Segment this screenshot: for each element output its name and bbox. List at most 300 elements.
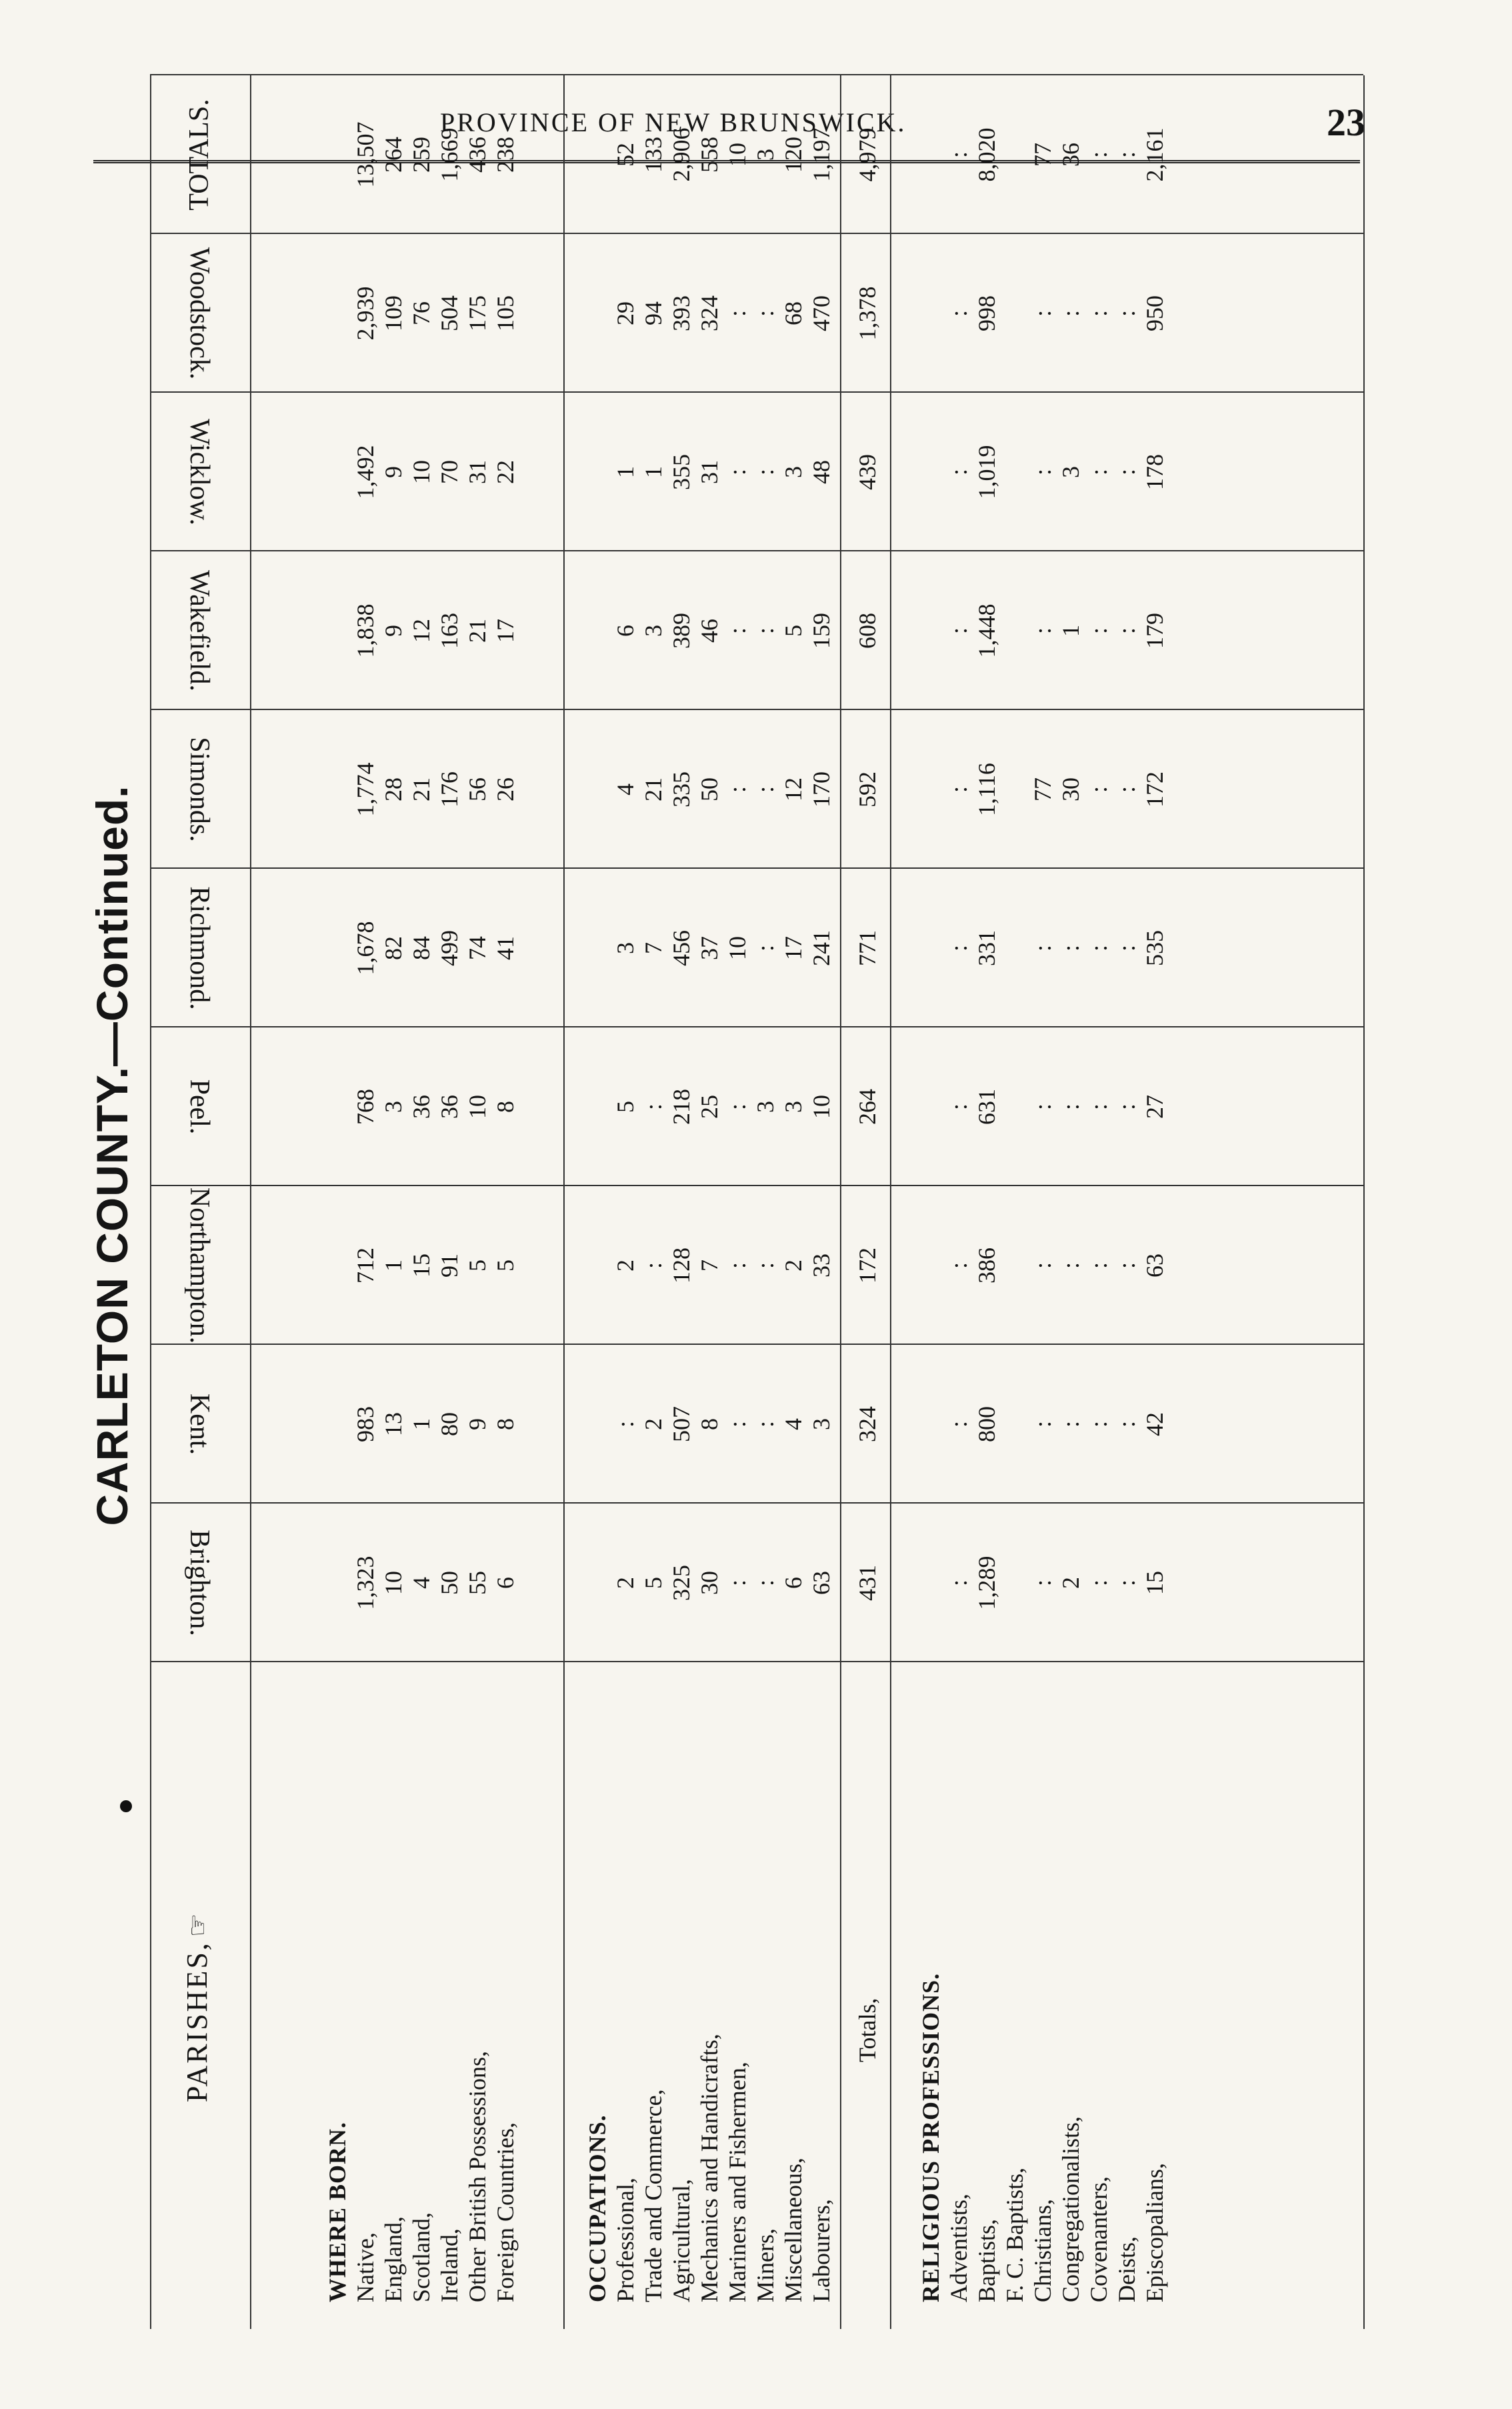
value-column (611, 551, 835, 710)
row-label: Baptists, (973, 2218, 1000, 2302)
totals-cell: 324 (854, 1406, 881, 1442)
totals-cell-wrap (853, 710, 881, 869)
table-cell: 42 (1141, 1412, 1168, 1436)
table-cell: : (1029, 469, 1056, 476)
table-cell: 324 (696, 295, 723, 331)
section-rule (563, 75, 565, 2329)
table-cell: : (724, 786, 751, 793)
table-cell: 10 (808, 1095, 835, 1119)
table-cell: : (752, 1421, 779, 1428)
table-cell: 80 (436, 1412, 463, 1436)
table-cell (1001, 234, 1029, 393)
column-header: Simonds. (184, 737, 215, 842)
table-cell: : (1085, 627, 1112, 635)
table-cell: : (1085, 1580, 1112, 1587)
table-cell: : (752, 310, 779, 317)
section-title: WHERE BORN. (324, 2121, 351, 2302)
table-cell (1001, 551, 1029, 710)
table-cell: 21 (408, 777, 435, 801)
table-cell: 31 (696, 460, 723, 484)
table-cell: 504 (436, 295, 463, 331)
section-labels-religious (917, 1973, 1169, 2302)
totals-cell-wrap (853, 869, 881, 1027)
table-cell: 9 (380, 625, 407, 637)
table-cell: 4 (408, 1577, 435, 1589)
table-cell: 1,019 (973, 445, 1000, 499)
totals-cell: 771 (854, 930, 881, 966)
table-cell: 386 (973, 1248, 1000, 1284)
table-cell: 6 (492, 1577, 519, 1589)
totals-cell-wrap (853, 75, 881, 234)
table-cell: 94 (640, 301, 667, 325)
table-cell: : (945, 945, 972, 952)
table-cell: 120 (780, 137, 807, 173)
table-cell: 241 (808, 930, 835, 966)
row-label: Other British Possessions, (464, 2050, 491, 2302)
table-cell (1001, 75, 1029, 234)
totals-cell-wrap (853, 1027, 881, 1186)
totals-cell-wrap (853, 393, 881, 551)
table-cell: 159 (808, 613, 835, 649)
value-column (351, 75, 519, 234)
table-cell: : (1029, 627, 1056, 635)
totals-cell: 439 (854, 454, 881, 490)
table-cell: 56 (464, 777, 491, 801)
table-cell: : (752, 627, 779, 635)
pointing-hand-icon: ☞ (183, 1911, 213, 1938)
table-cell: 950 (1141, 295, 1168, 331)
table-cell: 15 (1141, 1571, 1168, 1595)
value-column (351, 1504, 519, 1662)
table-cell: 1,116 (973, 763, 1000, 816)
table-cell: : (945, 786, 972, 793)
table-cell: : (724, 1103, 751, 1111)
table-cell: 21 (464, 619, 491, 643)
table-cell: 50 (696, 777, 723, 801)
stub-header: PARISHES,☞ (181, 1911, 213, 2102)
table-cell: 1,774 (352, 762, 379, 817)
table-cell: 3 (752, 149, 779, 161)
totals-label-wrap (853, 1998, 881, 2062)
table-cell: 30 (1057, 777, 1084, 801)
value-column (351, 710, 519, 869)
table-cell: : (945, 310, 972, 317)
value-column (611, 234, 835, 393)
table-cell: 389 (668, 613, 695, 649)
table-cell: 33 (808, 1254, 835, 1278)
table-cell: 77 (1029, 143, 1056, 167)
table-cell: 1,492 (352, 445, 379, 499)
table-cell: 335 (668, 771, 695, 807)
table-cell: 30 (696, 1571, 723, 1595)
section-labels-occupations (583, 2034, 835, 2302)
table-cell: 26 (492, 777, 519, 801)
table-cell: 3 (640, 625, 667, 637)
table-title: CARLETON COUNTY.—Continued. (87, 785, 137, 1526)
section-rule (840, 75, 841, 2329)
value-column (945, 234, 1169, 393)
table-cell: 12 (780, 777, 807, 801)
row-label: Native, (352, 2232, 379, 2302)
table-cell: 29 (612, 301, 639, 325)
table-cell: 983 (352, 1406, 379, 1442)
table-cell: 2 (780, 1260, 807, 1272)
value-column (351, 1027, 519, 1186)
table-cell: 84 (408, 936, 435, 960)
totals-cell-wrap (853, 234, 881, 393)
page-number: 23 (1327, 101, 1365, 144)
table-cell: : (945, 151, 972, 159)
value-column (351, 393, 519, 551)
table-cell: 2,906 (668, 127, 695, 182)
table-cell: : (1057, 945, 1084, 952)
table-cell (1001, 393, 1029, 551)
table-cell: 768 (352, 1089, 379, 1125)
totals-cell-wrap (853, 1186, 881, 1345)
row-label: Trade and Commerce, (640, 2089, 667, 2302)
table-cell: : (640, 1262, 667, 1270)
table-cell: 4 (780, 1418, 807, 1430)
table-cell: 499 (436, 930, 463, 966)
table-cell: 48 (808, 460, 835, 484)
table-cell: 507 (668, 1406, 695, 1442)
table-cell: : (724, 1580, 751, 1587)
table-cell: 631 (973, 1089, 1000, 1125)
table-cell: : (612, 1421, 639, 1428)
table-cell: : (945, 469, 972, 476)
table-cell: : (640, 1103, 667, 1111)
row-label: England, (380, 2216, 407, 2302)
table-cell: 175 (464, 295, 491, 331)
row-label: Labourers, (808, 2199, 835, 2302)
table-cell: 10 (408, 460, 435, 484)
row-label: Covenanters, (1085, 2176, 1112, 2302)
totals-cell: 1,378 (854, 286, 881, 341)
table-cell: 3 (780, 466, 807, 478)
table-cell: 1,197 (808, 127, 835, 182)
value-column (351, 1345, 519, 1504)
value-column (945, 75, 1169, 234)
value-column (611, 1504, 835, 1662)
row-label: Episcopalians, (1141, 2163, 1168, 2302)
table-cell: 6 (612, 625, 639, 637)
table-cell: 6 (780, 1577, 807, 1589)
table-cell: 28 (380, 777, 407, 801)
table-cell: 7 (640, 942, 667, 954)
table-cell: 3 (752, 1101, 779, 1113)
table-cell: 46 (696, 619, 723, 643)
table-cell: 77 (1029, 777, 1056, 801)
table-cell: 436 (464, 137, 491, 173)
table-cell: 31 (464, 460, 491, 484)
table-cell: 331 (973, 930, 1000, 966)
table-cell: 70 (436, 460, 463, 484)
value-column (351, 869, 519, 1027)
table-cell: 10 (724, 143, 751, 167)
table-cell: 25 (696, 1095, 723, 1119)
table-cell: 3 (380, 1101, 407, 1113)
table-cell: : (1113, 1580, 1140, 1587)
table-cell: : (724, 469, 751, 476)
totals-cell: 608 (854, 613, 881, 649)
totals-cell: 592 (854, 771, 881, 807)
section-title: OCCUPATIONS. (584, 2114, 611, 2302)
table-cell: : (1085, 1103, 1112, 1111)
table-cell: 8 (696, 1418, 723, 1430)
table-cell: 105 (492, 295, 519, 331)
table-cell (1001, 869, 1029, 1027)
value-column (945, 869, 1169, 1027)
table-cell: 2 (640, 1418, 667, 1430)
table-cell: 1 (640, 466, 667, 478)
table-cell: 7 (696, 1260, 723, 1272)
table-cell: 63 (808, 1571, 835, 1595)
row-label: Ireland, (436, 2228, 463, 2302)
table-cell: : (1113, 945, 1140, 952)
table-cell (1001, 1345, 1029, 1504)
table-cell: 800 (973, 1406, 1000, 1442)
value-column (611, 393, 835, 551)
table-cell: : (1085, 1262, 1112, 1270)
table-cell: 163 (436, 613, 463, 649)
table-cell: 4 (612, 783, 639, 795)
value-column (945, 1027, 1169, 1186)
table-cell: 1,669 (436, 127, 463, 182)
table-cell: 5 (612, 1101, 639, 1113)
column-header: Kent. (184, 1393, 215, 1456)
column-header: Woodstock. (184, 247, 215, 380)
totals-cell: 431 (854, 1565, 881, 1601)
table-cell: 259 (408, 137, 435, 173)
table-cell: : (1113, 1421, 1140, 1428)
table-cell: 712 (352, 1248, 379, 1284)
table-cell: : (1057, 1262, 1084, 1270)
table-cell: 5 (640, 1577, 667, 1589)
table-cell: 13,507 (352, 121, 379, 188)
table-cell: : (1085, 786, 1112, 793)
table-cell: 2 (612, 1260, 639, 1272)
table-cell: 10 (464, 1095, 491, 1119)
table-cell: : (1029, 310, 1056, 317)
table-cell: : (945, 627, 972, 635)
table-cell: : (1113, 310, 1140, 317)
table-cell: 535 (1141, 930, 1168, 966)
table-cell: : (1029, 1262, 1056, 1270)
table-cell: 5 (464, 1260, 491, 1272)
row-label: F. C. Baptists, (1001, 2167, 1028, 2302)
table-cell: : (1085, 310, 1112, 317)
table-cell: 1,323 (352, 1556, 379, 1610)
value-column (351, 234, 519, 393)
value-column (945, 1186, 1169, 1345)
table-cell: 9 (380, 466, 407, 478)
value-column (945, 1504, 1169, 1662)
table-cell (1001, 1186, 1029, 1345)
table-cell: 37 (696, 936, 723, 960)
table-cell: : (752, 1580, 779, 1587)
table-cell: 456 (668, 930, 695, 966)
value-column (945, 710, 1169, 869)
row-label: Miscellaneous, (780, 2158, 807, 2302)
row-label: Foreign Countries, (492, 2122, 519, 2302)
table-cell: 36 (408, 1095, 435, 1119)
table-cell: 558 (696, 137, 723, 173)
row-label: Deists, (1113, 2236, 1140, 2302)
table-cell: 218 (668, 1089, 695, 1125)
table-cell: : (1029, 1580, 1056, 1587)
table-cell: : (1085, 151, 1112, 159)
totals-cell-wrap (853, 551, 881, 710)
table-cell: 52 (612, 143, 639, 167)
table-cell: : (1113, 1103, 1140, 1111)
table-cell: : (1029, 1421, 1056, 1428)
table-cell: 264 (380, 137, 407, 173)
table-cell: 133 (640, 137, 667, 173)
table-cell: 179 (1141, 613, 1168, 649)
table-cell: 3 (780, 1101, 807, 1113)
totals-label: Totals, (854, 1998, 881, 2062)
table-cell: 2 (612, 1577, 639, 1589)
table-cell: 170 (808, 771, 835, 807)
table-cell: 12 (408, 619, 435, 643)
row-label: Adventists, (945, 2193, 972, 2302)
table-cell: 1 (408, 1418, 435, 1430)
row-label: Mariners and Fishermen, (724, 2062, 751, 2302)
table-cell: 8 (492, 1101, 519, 1113)
section-labels-where_born (323, 2051, 519, 2302)
table-cell: : (1113, 469, 1140, 476)
table-cell: 8,020 (973, 127, 1000, 182)
census-table (150, 75, 1363, 2329)
value-column (945, 1345, 1169, 1504)
table-cell: : (1085, 1421, 1112, 1428)
column-header: Wicklow. (184, 418, 215, 526)
table-cell: 82 (380, 936, 407, 960)
table-cell (1001, 1504, 1029, 1662)
column-header: Wakefield. (184, 569, 215, 692)
table-cell: 27 (1141, 1095, 1168, 1119)
value-column (611, 710, 835, 869)
table-cell: 2,161 (1141, 127, 1168, 182)
row-label: Agricultural, (668, 2179, 695, 2302)
value-column (611, 75, 835, 234)
table-cell: 15 (408, 1254, 435, 1278)
table-cell: 1,838 (352, 603, 379, 658)
table-cell: : (752, 945, 779, 952)
table-cell: 76 (408, 301, 435, 325)
row-label: Professional, (612, 2178, 639, 2302)
row-label: Congregationalists, (1057, 2116, 1084, 2302)
table-cell: 393 (668, 295, 695, 331)
section-rule (890, 75, 891, 2329)
table-cell: : (1057, 1421, 1084, 1428)
table-cell (1001, 1027, 1029, 1186)
table-cell: 10 (724, 936, 751, 960)
table-cell: : (945, 1103, 972, 1111)
value-column (945, 393, 1169, 551)
row-label: Mechanics and Handicrafts, (696, 2034, 723, 2302)
table-cell: 1,289 (973, 1556, 1000, 1610)
table-cell: : (752, 786, 779, 793)
table-cell: : (1029, 945, 1056, 952)
value-column (611, 1027, 835, 1186)
value-column (611, 1186, 835, 1345)
table-cell: : (724, 310, 751, 317)
column-header: Brighton. (184, 1530, 215, 1636)
table-cell: : (1085, 945, 1112, 952)
table-cell: : (945, 1421, 972, 1428)
table-cell: 17 (492, 619, 519, 643)
table-cell: 2,939 (352, 286, 379, 341)
value-column (351, 1186, 519, 1345)
table-cell: : (1113, 1262, 1140, 1270)
totals-cell: 172 (854, 1248, 881, 1284)
totals-cell-wrap (853, 1504, 881, 1662)
table-cell: 10 (380, 1571, 407, 1595)
table-cell: : (752, 1262, 779, 1270)
table-cell: : (945, 1580, 972, 1587)
table-cell: 1 (612, 466, 639, 478)
table-cell: 3 (808, 1418, 835, 1430)
table-cell: 55 (464, 1571, 491, 1595)
table-cell: 2 (1057, 1577, 1084, 1589)
table-cell: 8 (492, 1418, 519, 1430)
table-cell: 238 (492, 137, 519, 173)
totals-cell-wrap (853, 1345, 881, 1504)
table-cell: 3 (612, 942, 639, 954)
bullet-mark (120, 1800, 132, 1812)
table-cell: 13 (380, 1412, 407, 1436)
running-title: PROVINCE OF NEW BRUNSWICK. (440, 107, 907, 137)
table-top-rule (150, 75, 151, 2329)
totals-cell: 4,979 (854, 127, 881, 182)
table-cell: 3 (1057, 466, 1084, 478)
table-cell: 178 (1141, 454, 1168, 490)
table-cell: 50 (436, 1571, 463, 1595)
table-cell: 470 (808, 295, 835, 331)
table-cell: 325 (668, 1565, 695, 1601)
table-cell: 63 (1141, 1254, 1168, 1278)
table-cell: 41 (492, 936, 519, 960)
table-cell: 1,678 (352, 921, 379, 975)
totals-cell: 264 (854, 1089, 881, 1125)
value-column (611, 869, 835, 1027)
table-cell: : (724, 1421, 751, 1428)
column-header: Northampton. (184, 1187, 215, 1344)
row-label: Christians, (1029, 2198, 1056, 2302)
column-header: Peel. (184, 1079, 215, 1135)
table-cell (1001, 710, 1029, 869)
table-cell: : (1113, 151, 1140, 159)
header-bottom-rule (250, 75, 251, 2329)
column-header: Richmond. (184, 886, 215, 1010)
table-cell: 176 (436, 771, 463, 807)
table-cell: : (1057, 1103, 1084, 1111)
table-cell: 21 (640, 777, 667, 801)
table-cell: 9 (464, 1418, 491, 1430)
value-column (611, 1345, 835, 1504)
table-cell: 36 (436, 1095, 463, 1119)
table-cell: 91 (436, 1254, 463, 1278)
table-cell: : (1113, 786, 1140, 793)
table-cell: 128 (668, 1248, 695, 1284)
row-label: Scotland, (408, 2212, 435, 2302)
table-cell: : (1057, 310, 1084, 317)
table-cell: 1 (1057, 625, 1084, 637)
table-cell: 5 (780, 625, 807, 637)
table-cell: 68 (780, 301, 807, 325)
table-cell: : (724, 1262, 751, 1270)
